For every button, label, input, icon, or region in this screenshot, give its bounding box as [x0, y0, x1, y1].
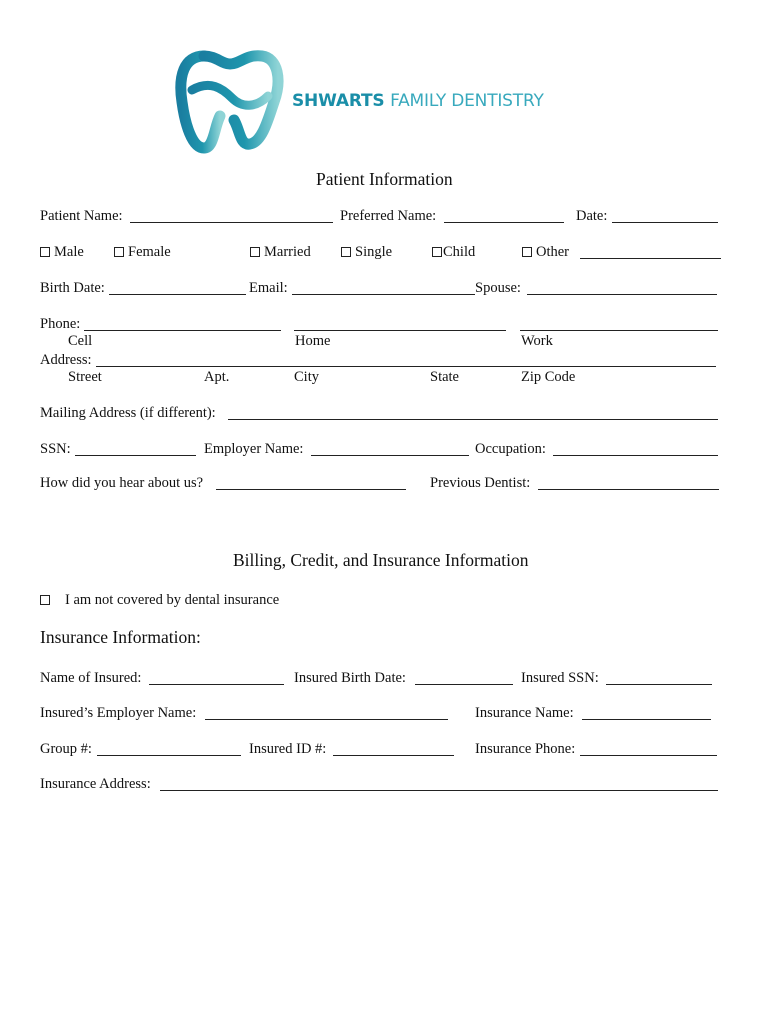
- group-label: Group #:: [40, 741, 92, 757]
- date-label: Date:: [576, 208, 608, 224]
- insured-ssn-label: Insured SSN:: [521, 670, 599, 686]
- employer-field[interactable]: [311, 455, 469, 456]
- checkbox-icon: [40, 247, 50, 257]
- patient-info-heading: Patient Information: [316, 169, 453, 189]
- hear-about-field[interactable]: [216, 489, 406, 490]
- insured-birth-field[interactable]: [415, 684, 513, 685]
- occupation-field[interactable]: [553, 455, 718, 456]
- email-label: Email:: [249, 280, 288, 296]
- insurance-name-label: Insurance Name:: [475, 705, 574, 721]
- other-field[interactable]: [580, 258, 721, 259]
- brand-name-bold: SHWARTS: [292, 91, 385, 111]
- brand-name: [292, 93, 544, 110]
- group-field[interactable]: [97, 755, 241, 756]
- birth-date-label: Birth Date:: [40, 280, 105, 296]
- not-covered-checkbox[interactable]: [40, 593, 279, 608]
- work-caption: Work: [521, 333, 553, 349]
- insurance-heading: Insurance Information:: [40, 627, 201, 647]
- checkbox-icon: [522, 247, 532, 257]
- hear-about-label: How did you hear about us?: [40, 475, 204, 491]
- street-caption: Street: [68, 369, 102, 385]
- ssn-label: SSN:: [40, 441, 71, 457]
- spouse-label: Spouse:: [475, 280, 521, 296]
- married-checkbox[interactable]: [250, 245, 311, 260]
- insurance-phone-field[interactable]: [580, 755, 717, 756]
- occupation-label: Occupation:: [475, 441, 546, 457]
- checkbox-icon: [250, 247, 260, 257]
- other-label: Other: [536, 244, 570, 260]
- previous-dentist-field[interactable]: [538, 489, 719, 490]
- insurance-address-field[interactable]: [160, 790, 718, 791]
- work-phone-field[interactable]: [520, 330, 718, 331]
- mailing-address-label: Mailing Address (if different):: [40, 405, 216, 421]
- checkbox-icon: [432, 247, 442, 257]
- checkbox-icon: [341, 247, 351, 257]
- preferred-name-label: Preferred Name:: [340, 208, 437, 224]
- home-caption: Home: [295, 333, 331, 349]
- insured-birth-label: Insured Birth Date:: [294, 670, 406, 686]
- insurance-name-field[interactable]: [582, 719, 711, 720]
- insured-name-field[interactable]: [149, 684, 284, 685]
- home-phone-field[interactable]: [294, 330, 506, 331]
- insurance-address-label: Insurance Address:: [40, 776, 151, 792]
- previous-dentist-label: Previous Dentist:: [430, 475, 531, 491]
- child-checkbox[interactable]: [432, 245, 475, 260]
- patient-name-label: Patient Name:: [40, 208, 123, 224]
- insurance-phone-label: Insurance Phone:: [475, 741, 576, 757]
- phone-label: Phone:: [40, 316, 81, 332]
- single-checkbox[interactable]: [341, 245, 392, 260]
- tooth-logo-icon: [170, 50, 290, 154]
- male-checkbox[interactable]: [40, 245, 84, 260]
- brand-name-rest: FAMILY DENTISTRY: [390, 91, 544, 111]
- spouse-field[interactable]: [527, 294, 717, 295]
- female-checkbox[interactable]: [114, 245, 171, 260]
- cell-caption: Cell: [68, 333, 93, 349]
- insured-employer-field[interactable]: [205, 719, 448, 720]
- date-field[interactable]: [612, 222, 718, 223]
- male-label: Male: [54, 244, 84, 260]
- birth-date-field[interactable]: [109, 294, 246, 295]
- checkbox-icon: [114, 247, 124, 257]
- city-caption: City: [294, 369, 319, 385]
- patient-name-field[interactable]: [130, 222, 333, 223]
- logo: [170, 50, 290, 158]
- other-checkbox[interactable]: [522, 245, 569, 260]
- ssn-field[interactable]: [75, 455, 196, 456]
- married-label: Married: [264, 244, 311, 260]
- checkbox-icon: [40, 595, 50, 605]
- address-label: Address:: [40, 352, 92, 368]
- state-caption: State: [430, 369, 459, 385]
- insured-id-field[interactable]: [333, 755, 454, 756]
- insured-employer-label: Insured’s Employer Name:: [40, 705, 197, 721]
- address-field[interactable]: [96, 366, 716, 367]
- billing-heading: Billing, Credit, and Insurance Information: [233, 550, 529, 570]
- email-field[interactable]: [292, 294, 475, 295]
- insured-ssn-field[interactable]: [606, 684, 712, 685]
- child-label: Child: [443, 244, 476, 260]
- single-label: Single: [355, 244, 393, 260]
- zip-caption: Zip Code: [521, 369, 576, 385]
- mailing-address-field[interactable]: [228, 419, 718, 420]
- cell-phone-field[interactable]: [84, 330, 281, 331]
- not-covered-label: I am not covered by dental insurance: [65, 592, 280, 608]
- insured-id-label: Insured ID #:: [249, 741, 327, 757]
- insured-name-label: Name of Insured:: [40, 670, 142, 686]
- preferred-name-field[interactable]: [444, 222, 564, 223]
- employer-label: Employer Name:: [204, 441, 304, 457]
- apt-caption: Apt.: [204, 369, 230, 385]
- female-label: Female: [128, 244, 171, 260]
